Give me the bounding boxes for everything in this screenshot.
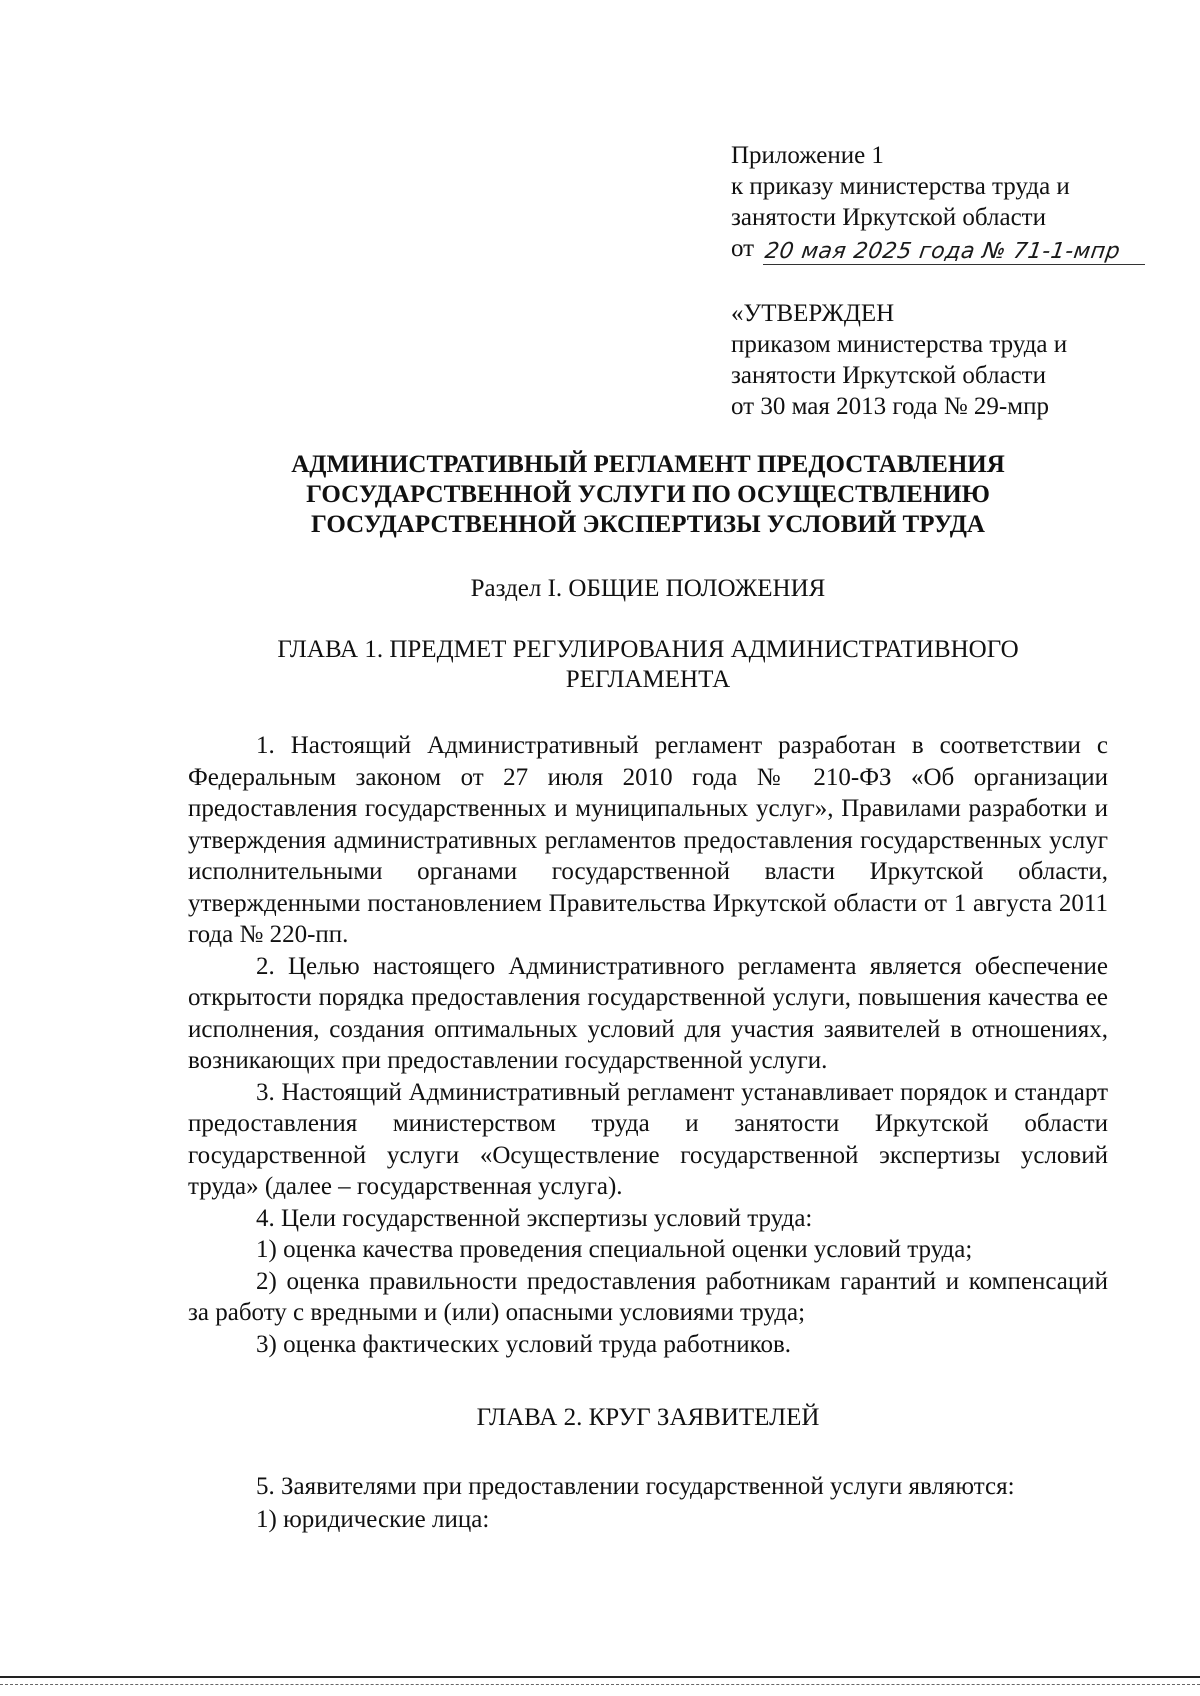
date-underline	[763, 264, 1145, 265]
appendix-title: Приложение 1	[731, 142, 884, 169]
approved-date-line: от 30 мая 2013 года № 29-мпр	[731, 393, 1049, 420]
chapter-1-body	[188, 730, 1108, 1360]
chapter-1-heading	[188, 635, 1108, 695]
appendix-order-line: к приказу министерства труда и	[731, 173, 1070, 200]
document-title	[188, 450, 1108, 540]
handwritten-date: 20 мая 2025 года № 71-1-мпр	[763, 239, 1122, 264]
paragraph-5-item-1: 1) юридические лица:	[256, 1506, 490, 1533]
chapter-2-heading: ГЛАВА 2. КРУГ ЗАЯВИТЕЛЕЙ	[476, 1404, 820, 1431]
scan-bottom-rule-2	[0, 1684, 1200, 1685]
paragraph-2: 2. Целью настоящего Административного регламента является обеспечение открытости порядка предоставления государственной услуги, повышения качества ее исполнения, создания оптимальных условий для участия заявителей в отношениях, возникающих при предоставлении государственной услуги.	[188, 952, 1108, 1074]
chapter-1-line-1: ГЛАВА 1. ПРЕДМЕТ РЕГУЛИРОВАНИЯ АДМИНИСТРАТИВНОГО	[277, 636, 1019, 663]
paragraph-5: 5. Заявителями при предоставлении государственной услуги являются:	[256, 1473, 1015, 1500]
approved-order-line: приказом министерства труда и	[731, 331, 1068, 358]
chapter-2-body	[188, 1470, 1108, 1536]
chapter-1-line-2: РЕГЛАМЕНТА	[565, 666, 731, 693]
section-heading: Раздел I. ОБЩИЕ ПОЛОЖЕНИЯ	[470, 575, 826, 602]
title-line-3: ГОСУДАРСТВЕННОЙ ЭКСПЕРТИЗЫ УСЛОВИЙ ТРУДА	[311, 511, 985, 538]
paragraph-3: 3. Настоящий Административный регламент устанавливает порядок и стандарт предоставления министерством труда и занятости Иркутской области государственной услуги «Осуществление государственной экспертизы условий труда» (далее – государственная услуга).	[188, 1078, 1108, 1200]
approved-title: «УТВЕРЖДЕН	[731, 300, 895, 327]
approved-region-line: занятости Иркутской области	[731, 362, 1046, 389]
appendix-region-line: занятости Иркутской области	[731, 204, 1046, 231]
title-line-2: ГОСУДАРСТВЕННОЙ УСЛУГИ ПО ОСУЩЕСТВЛЕНИЮ	[306, 481, 990, 508]
title-line-1: АДМИНИСТРАТИВНЫЙ РЕГЛАМЕНТ ПРЕДОСТАВЛЕНИЯ	[291, 451, 1005, 478]
appendix-block	[731, 140, 1171, 269]
approved-block	[731, 298, 1171, 422]
paragraph-4-item-1: 1) оценка качества проведения специальной оценки условий труда;	[256, 1236, 973, 1263]
paragraph-4-item-2: 2) оценка правильности предоставления работникам гарантий и компенсаций за работу с вредными и (или) опасными условиями труда;	[188, 1267, 1108, 1326]
paragraph-4-item-3: 3) оценка фактических условий труда работников.	[256, 1330, 791, 1358]
paragraph-1: 1. Настоящий Административный регламент разработан в соответствии с Федеральным законом от 27 июля 2010 года № 210-ФЗ «Об организации предоставления государственных и муниципальных услуг», Правилами разработки и утверждения административных регламентов предоставления государственных услуг исполнительными органами государственной власти Иркутской области, утвержденными постановлением Правительства Иркутской области от 1 августа 2011 года № 220-пп.	[188, 732, 1108, 948]
date-prefix: от	[731, 235, 755, 262]
scan-bottom-rule	[0, 1676, 1200, 1678]
appendix-date-line	[731, 233, 1171, 269]
paragraph-4: 4. Цели государственной экспертизы условий труда:	[256, 1204, 813, 1232]
